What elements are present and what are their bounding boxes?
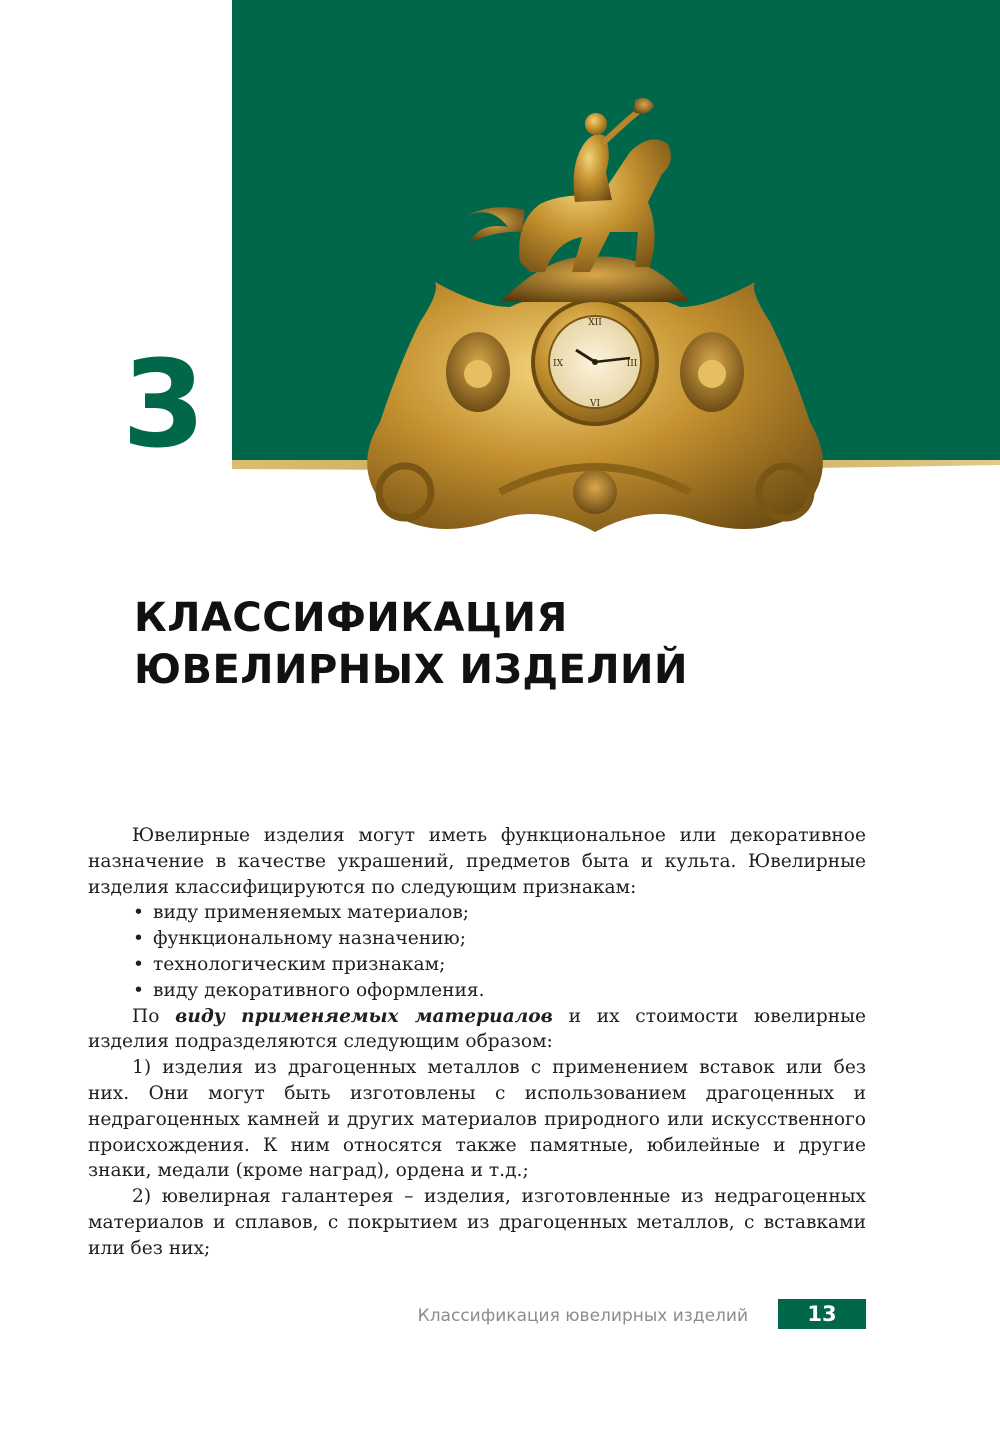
list-item-text: виду применяемых материалов; xyxy=(153,902,470,924)
materials-suffix: и их стоимости ювелирные изделия подразделяются следующим образом: xyxy=(88,1005,866,1053)
bullet-icon: • xyxy=(133,902,144,924)
svg-text:XII: XII xyxy=(588,318,602,328)
item-2-paragraph: 2) ювелирная галантерея – изделия, изготовленные из недрагоценных материалов и сплавов, с покрытием из драгоценных металлов, с вставками или без них; xyxy=(88,1186,866,1259)
running-title: Классификация ювелирных изделий xyxy=(417,1306,748,1326)
classification-list xyxy=(88,900,866,1003)
bullet-icon: • xyxy=(133,979,144,1001)
chapter-title-line-1: КЛАССИФИКАЦИЯ xyxy=(134,595,568,641)
body-text xyxy=(88,823,866,1262)
list-item xyxy=(132,978,866,1004)
bullet-icon: • xyxy=(133,928,144,950)
page-number: 13 xyxy=(778,1299,866,1329)
item-1-paragraph: 1) изделия из драгоценных металлов с применением вставок или без них. Они могут быть изготовлены с использованием драгоценных и недрагоценных камней и других материалов природного или искусственного происхождения. К ним относятся также памятные, юбилейные и другие знаки, медали (кроме наград), ордена и т.д.; xyxy=(88,1057,866,1182)
materials-emphasis: виду применяемых материалов xyxy=(175,1005,553,1027)
materials-paragraph xyxy=(88,1004,866,1056)
list-item-text: технологическим признакам; xyxy=(153,953,446,975)
bullet-icon: • xyxy=(133,953,144,975)
mantel-clock-illustration xyxy=(350,92,840,542)
materials-prefix: По xyxy=(132,1005,176,1027)
list-item xyxy=(132,926,866,952)
chapter-number: 3 xyxy=(122,336,206,475)
chapter-title-line-2: ЮВЕЛИРНЫХ ИЗДЕЛИЙ xyxy=(134,647,688,693)
list-item xyxy=(132,900,866,926)
svg-text:IX: IX xyxy=(553,359,563,369)
list-item-text: виду декоративного оформления. xyxy=(153,979,485,1001)
chapter-title xyxy=(134,592,688,696)
svg-text:VI: VI xyxy=(589,399,601,409)
intro-paragraph: Ювелирные изделия могут иметь функциональное или декоративное назначение в качестве украшений, предметов быта и культа. Ювелирные изделия классифицируются по следующим признакам: xyxy=(88,825,866,898)
svg-text:III: III xyxy=(626,359,638,369)
list-item-text: функциональному назначению; xyxy=(153,928,466,950)
list-item xyxy=(132,952,866,978)
